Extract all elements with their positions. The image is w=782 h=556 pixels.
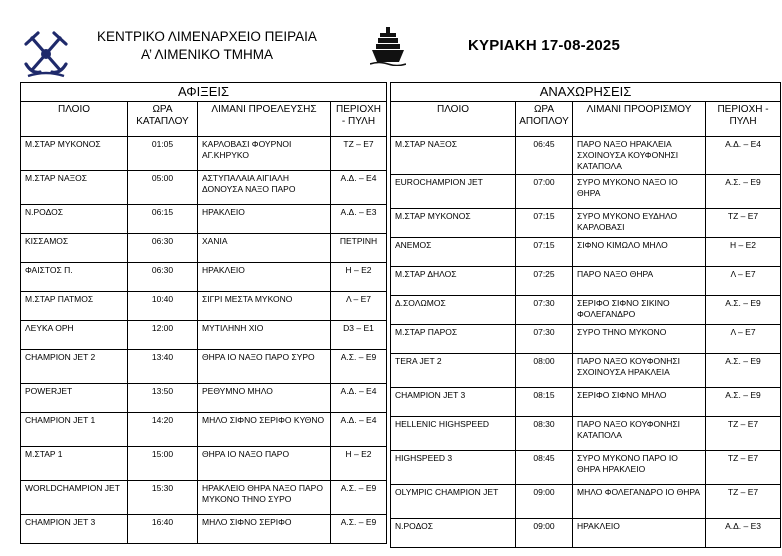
- time-cell: 08:15: [516, 388, 573, 417]
- departures-table: [390, 82, 781, 548]
- table-row: [391, 267, 781, 296]
- ship-cell: POWERJET: [21, 384, 128, 413]
- table-row: [21, 384, 387, 413]
- column-header-gate: ΠΕΡΙΟΧΗ - ΠΥΛΗ: [706, 102, 781, 137]
- departures-title: ΑΝΑΧΩΡΗΣΕΙΣ: [391, 83, 781, 102]
- time-cell: 07:30: [516, 325, 573, 354]
- port-cell: ΜΗΛΟ ΣΙΦΝΟ ΣΕΡΙΦΟ: [198, 515, 331, 544]
- time-cell: 13:50: [128, 384, 198, 413]
- ship-cell: Μ.ΣΤΑΡ ΔΗΛΟΣ: [391, 267, 516, 296]
- table-row: [21, 292, 387, 321]
- time-cell: 07:15: [516, 209, 573, 238]
- table-row: [391, 388, 781, 417]
- time-cell: 07:25: [516, 267, 573, 296]
- port-cell: ΘΗΡΑ ΙΟ ΝΑΞΟ ΠΑΡΟ ΣΥΡΟ: [198, 350, 331, 384]
- port-cell: ΗΡΑΚΛΕΙΟ ΘΗΡΑ ΝΑΞΟ ΠΑΡΟ ΜΥΚΟΝΟ ΤΗΝΟ ΣΥΡΟ: [198, 481, 331, 515]
- gate-cell: Α.Δ. – Ε4: [331, 384, 387, 413]
- gate-cell: ΤΖ – Ε7: [706, 451, 781, 485]
- time-cell: 09:00: [516, 519, 573, 548]
- table-row: [21, 263, 387, 292]
- ship-cell: Μ.ΣΤΑΡ ΝΑΞΟΣ: [391, 137, 516, 175]
- gate-cell: ΤΖ – Ε7: [706, 209, 781, 238]
- ship-cell: Ν.ΡΟΔΟΣ: [21, 205, 128, 234]
- port-cell: ΡΕΘΥΜΝΟ ΜΗΛΟ: [198, 384, 331, 413]
- gate-cell: ΤΖ – Ε7: [331, 137, 387, 171]
- port-cell: ΘΗΡΑ ΙΟ ΝΑΞΟ ΠΑΡΟ: [198, 447, 331, 481]
- coast-guard-anchor-logo-icon: [22, 30, 70, 78]
- column-header-ship: ΠΛΟΙΟ: [21, 102, 128, 137]
- time-cell: 14:20: [128, 413, 198, 447]
- gate-cell: Α.Σ. – Ε9: [706, 388, 781, 417]
- ship-cell: Μ.ΣΤΑΡ 1: [21, 447, 128, 481]
- port-cell: ΠΑΡΟ ΝΑΞΟ ΚΟΥΦΟΝΗΣΙ ΚΑΤΑΠΟΛΑ: [573, 417, 706, 451]
- ship-cell: ΑΝΕΜΟΣ: [391, 238, 516, 267]
- ship-cell: Μ.ΣΤΑΡ ΝΑΞΟΣ: [21, 171, 128, 205]
- ship-cell: ΦΑΙΣΤΟΣ Π.: [21, 263, 128, 292]
- port-cell: ΗΡΑΚΛΕΙΟ: [198, 263, 331, 292]
- table-row: [21, 205, 387, 234]
- time-cell: 06:30: [128, 234, 198, 263]
- time-cell: 12:00: [128, 321, 198, 350]
- table-row: [391, 209, 781, 238]
- port-cell: ΣΙΦΝΟ ΚΙΜΩΛΟ ΜΗΛΟ: [573, 238, 706, 267]
- column-header-time: ΩΡΑ ΚΑΤΑΠΛΟΥ: [128, 102, 198, 137]
- gate-cell: Α.Σ. – Ε9: [706, 296, 781, 325]
- organization-title: [76, 28, 338, 64]
- time-cell: 16:40: [128, 515, 198, 544]
- table-row: [391, 137, 781, 175]
- table-row: [21, 481, 387, 515]
- time-cell: 15:00: [128, 447, 198, 481]
- ship-cell: ΚΙΣΣΑΜΟΣ: [21, 234, 128, 263]
- column-header-ship: ΠΛΟΙΟ: [391, 102, 516, 137]
- ship-cell: Ν.ΡΟΔΟΣ: [391, 519, 516, 548]
- time-cell: 07:15: [516, 238, 573, 267]
- time-cell: 10:40: [128, 292, 198, 321]
- gate-cell: Η – Ε2: [331, 263, 387, 292]
- time-cell: 06:30: [128, 263, 198, 292]
- gate-cell: ΤΖ – Ε7: [706, 417, 781, 451]
- table-row: [21, 515, 387, 544]
- gate-cell: Λ – Ε7: [706, 325, 781, 354]
- port-cell: ΗΡΑΚΛΕΙΟ: [198, 205, 331, 234]
- gate-cell: Λ – Ε7: [706, 267, 781, 296]
- gate-cell: ΠΕΤΡΙΝΗ: [331, 234, 387, 263]
- port-cell: ΣΥΡΟ ΜΥΚΟΝΟ ΝΑΞΟ ΙΟ ΘΗΡΑ: [573, 175, 706, 209]
- port-cell: ΠΑΡΟ ΝΑΞΟ ΚΟΥΦΟΝΗΣΙ ΣΧΟΙΝΟΥΣΑ ΗΡΑΚΛΕΙΑ: [573, 354, 706, 388]
- port-cell: ΣΥΡΟ ΜΥΚΟΝΟ ΠΑΡΟ ΙΟ ΘΗΡΑ ΗΡΑΚΛΕΙΟ: [573, 451, 706, 485]
- ship-cell: CHAMPION JET 1: [21, 413, 128, 447]
- table-row: [21, 137, 387, 171]
- time-cell: 06:45: [516, 137, 573, 175]
- port-cell: ΜΗΛΟ ΣΙΦΝΟ ΣΕΡΙΦΟ ΚΥΘΝΟ: [198, 413, 331, 447]
- port-cell: ΣΙΓΡΙ ΜΕΣΤΑ ΜΥΚΟΝΟ: [198, 292, 331, 321]
- page-header: [0, 0, 782, 82]
- port-cell: ΠΑΡΟ ΝΑΞΟ ΗΡΑΚΛΕΙΑ ΣΧΟΙΝΟΥΣΑ ΚΟΥΦΟΝΗΣΙ ΚΑΤΑΠΟΛΑ: [573, 137, 706, 175]
- ship-cell: CHAMPION JET 3: [21, 515, 128, 544]
- port-cell: ΑΣΤΥΠΑΛΑΙΑ ΑΙΓΙΑΛΗ ΔΟΝΟΥΣΑ ΝΑΞΟ ΠΑΡΟ: [198, 171, 331, 205]
- arrivals-title: ΑΦΙΞΕΙΣ: [21, 83, 387, 102]
- arrivals-table: [20, 82, 387, 544]
- table-row: [391, 238, 781, 267]
- table-row: [391, 175, 781, 209]
- port-cell: ΣΥΡΟ ΤΗΝΟ ΜΥΚΟΝΟ: [573, 325, 706, 354]
- table-row: [21, 234, 387, 263]
- gate-cell: Α.Δ. – Ε4: [331, 413, 387, 447]
- ship-cell: Μ.ΣΤΑΡ ΠΑΤΜΟΣ: [21, 292, 128, 321]
- time-cell: 07:00: [516, 175, 573, 209]
- time-cell: 08:30: [516, 417, 573, 451]
- table-row: [21, 413, 387, 447]
- organization-name: ΚΕΝΤΡΙΚΟ ΛΙΜΕΝΑΡΧΕΙΟ ΠΕΙΡΑΙΑ: [97, 29, 317, 44]
- ship-cell: CHAMPION JET 2: [21, 350, 128, 384]
- ship-cell: Μ.ΣΤΑΡ ΠΑΡΟΣ: [391, 325, 516, 354]
- ship-icon: [370, 26, 406, 66]
- department-name: Α’ ΛΙΜΕΝΙΚΟ ΤΜΗΜΑ: [140, 47, 274, 62]
- gate-cell: Η – Ε2: [706, 238, 781, 267]
- time-cell: 15:30: [128, 481, 198, 515]
- table-row: [21, 350, 387, 384]
- ship-cell: EUROCHAMPION JET: [391, 175, 516, 209]
- schedule-date: ΚΥΡΙΑΚΗ 17-08-2025: [468, 37, 621, 54]
- ship-cell: Μ.ΣΤΑΡ ΜΥΚΟΝΟΣ: [21, 137, 128, 171]
- gate-cell: Α.Δ. – Ε3: [331, 205, 387, 234]
- gate-cell: Α.Σ. – Ε9: [706, 354, 781, 388]
- gate-cell: Α.Σ. – Ε9: [331, 350, 387, 384]
- port-cell: ΣΕΡΙΦΟ ΣΙΦΝΟ ΜΗΛΟ: [573, 388, 706, 417]
- table-row: [391, 485, 781, 519]
- table-row: [21, 171, 387, 205]
- table-row: [391, 325, 781, 354]
- port-cell: ΜΗΛΟ ΦΟΛΕΓΑΝΔΡΟ ΙΟ ΘΗΡΑ: [573, 485, 706, 519]
- gate-cell: Α.Δ. – Ε4: [706, 137, 781, 175]
- port-cell: ΣΕΡΙΦΟ ΣΙΦΝΟ ΣΙΚΙΝΟ ΦΟΛΕΓΑΝΔΡΟ: [573, 296, 706, 325]
- column-header-port: ΛΙΜΑΝΙ ΠΡΟΟΡΙΣΜΟΥ: [573, 102, 706, 137]
- port-cell: ΠΑΡΟ ΝΑΞΟ ΘΗΡΑ: [573, 267, 706, 296]
- ship-cell: TERA JET 2: [391, 354, 516, 388]
- table-row: [21, 447, 387, 481]
- port-cell: ΧΑΝΙΑ: [198, 234, 331, 263]
- gate-cell: Α.Δ. – Ε4: [331, 171, 387, 205]
- table-row: [391, 451, 781, 485]
- time-cell: 13:40: [128, 350, 198, 384]
- table-row: [391, 296, 781, 325]
- port-cell: ΚΑΡΛΟΒΑΣΙ ΦΟΥΡΝΟΙ ΑΓ.ΚΗΡΥΚΟ: [198, 137, 331, 171]
- time-cell: 01:05: [128, 137, 198, 171]
- time-cell: 07:30: [516, 296, 573, 325]
- time-cell: 09:00: [516, 485, 573, 519]
- column-header-port: ΛΙΜΑΝΙ ΠΡΟΕΛΕΥΣΗΣ: [198, 102, 331, 137]
- gate-cell: Α.Δ. – Ε3: [706, 519, 781, 548]
- ship-cell: CHAMPION JET 3: [391, 388, 516, 417]
- table-row: [391, 354, 781, 388]
- gate-cell: Α.Σ. – Ε9: [331, 481, 387, 515]
- gate-cell: Α.Σ. – Ε9: [331, 515, 387, 544]
- ship-cell: OLYMPIC CHAMPION JET: [391, 485, 516, 519]
- ship-cell: HIGHSPEED 3: [391, 451, 516, 485]
- column-header-time: ΩΡΑ ΑΠΟΠΛΟΥ: [516, 102, 573, 137]
- gate-cell: D3 – Ε1: [331, 321, 387, 350]
- time-cell: 06:15: [128, 205, 198, 234]
- time-cell: 05:00: [128, 171, 198, 205]
- ship-cell: HELLENIC HIGHSPEED: [391, 417, 516, 451]
- column-header-gate: ΠΕΡΙΟΧΗ - ΠΥΛΗ: [331, 102, 387, 137]
- table-row: [391, 519, 781, 548]
- time-cell: 08:45: [516, 451, 573, 485]
- table-row: [391, 417, 781, 451]
- time-cell: 08:00: [516, 354, 573, 388]
- port-cell: ΜΥΤΙΛΗΝΗ ΧΙΟ: [198, 321, 331, 350]
- ship-cell: WORLDCHAMPION JET: [21, 481, 128, 515]
- table-row: [21, 321, 387, 350]
- port-cell: ΣΥΡΟ ΜΥΚΟΝΟ ΕΥΔΗΛΟ ΚΑΡΛΟΒΑΣΙ: [573, 209, 706, 238]
- gate-cell: Α.Σ. – Ε9: [706, 175, 781, 209]
- ship-cell: ΛΕΥΚΑ ΟΡΗ: [21, 321, 128, 350]
- port-cell: ΗΡΑΚΛΕΙΟ: [573, 519, 706, 548]
- gate-cell: Η – Ε2: [331, 447, 387, 481]
- ship-cell: Μ.ΣΤΑΡ ΜΥΚΟΝΟΣ: [391, 209, 516, 238]
- ship-cell: Δ.ΣΟΛΩΜΟΣ: [391, 296, 516, 325]
- gate-cell: ΤΖ – Ε7: [706, 485, 781, 519]
- gate-cell: Λ – Ε7: [331, 292, 387, 321]
